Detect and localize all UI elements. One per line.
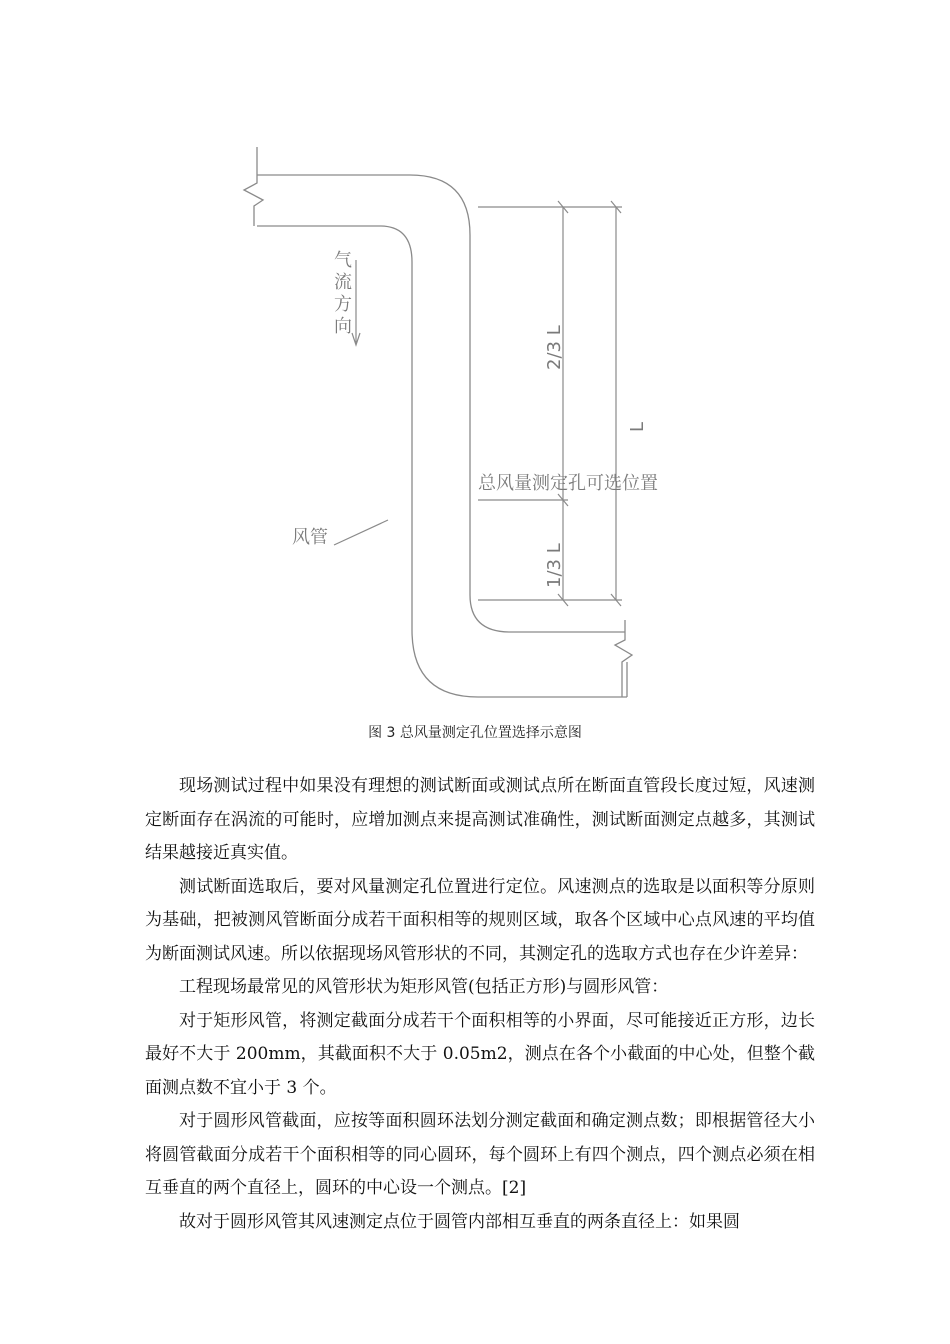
duct-leader-line	[334, 520, 388, 545]
duct-outer-wall	[257, 175, 625, 632]
paragraph: 工程现场最常见的风管形状为矩形风管(包括正方形)与圆形风管：	[179, 977, 669, 997]
paragraph: 测试断面选取后，要对风量测定孔位置进行定位。风速测点的选取是以面积等分原则为基础，把被测风管断面分成若干面积相等的规则区域，取各个区域中心点风速的平均值为断面测试风速。所以依据现场风管形状的不同，其测定孔的选取方式也存在少许差异：	[145, 876, 815, 964]
L-label: L	[627, 421, 648, 432]
duct-inner-wall	[257, 226, 627, 697]
duct-left-stub	[244, 147, 263, 226]
two-thirds-label: 2/3 L	[544, 325, 565, 370]
paragraph: 现场测试过程中如果没有理想的测试断面或测试点所在断面直管段长度过短，风速测定断面存在涡流的可能时，应增加测点来提高测试准确性，测试断面测定点越多，其测试结果越接近真实值。	[145, 776, 815, 863]
paragraph: 对于矩形风管，将测定截面分成若干个面积相等的小界面，尽可能接近正方形，边长最好不大于 200mm，其截面积不大于 0.05m2，测点在各个小截面的中心处，但整个截面测点数不宜小于 3 个。	[145, 1010, 815, 1098]
figure-caption: 图 3 总风量测定孔位置选择示意图	[368, 725, 582, 741]
airflow-label-4: 向	[334, 316, 352, 337]
duct-label: 风管	[292, 527, 328, 548]
airflow-label-2: 流	[334, 272, 352, 293]
airflow-arrow-icon	[352, 260, 360, 345]
one-third-label: 1/3 L	[544, 543, 565, 588]
body-text	[145, 770, 815, 1239]
paragraph: 故对于圆形风管其风速测定点位于圆管内部相互垂直的两条直径上：如果圆	[179, 1211, 740, 1232]
paragraph: 对于圆形风管截面，应按等面积圆环法划分测定截面和确定测点数；即根据管径大小将圆管截面分成若干个面积相等的同心圆环，每个圆环上有四个测点，四个测点必须在相互垂直的两个直径上，圆环的中心设一个测点。[2]	[145, 1111, 815, 1198]
hole-position-label: 总风量测定孔可选位置	[478, 473, 658, 494]
airflow-label-3: 方	[334, 294, 352, 315]
airflow-label-1: 气	[334, 250, 352, 271]
